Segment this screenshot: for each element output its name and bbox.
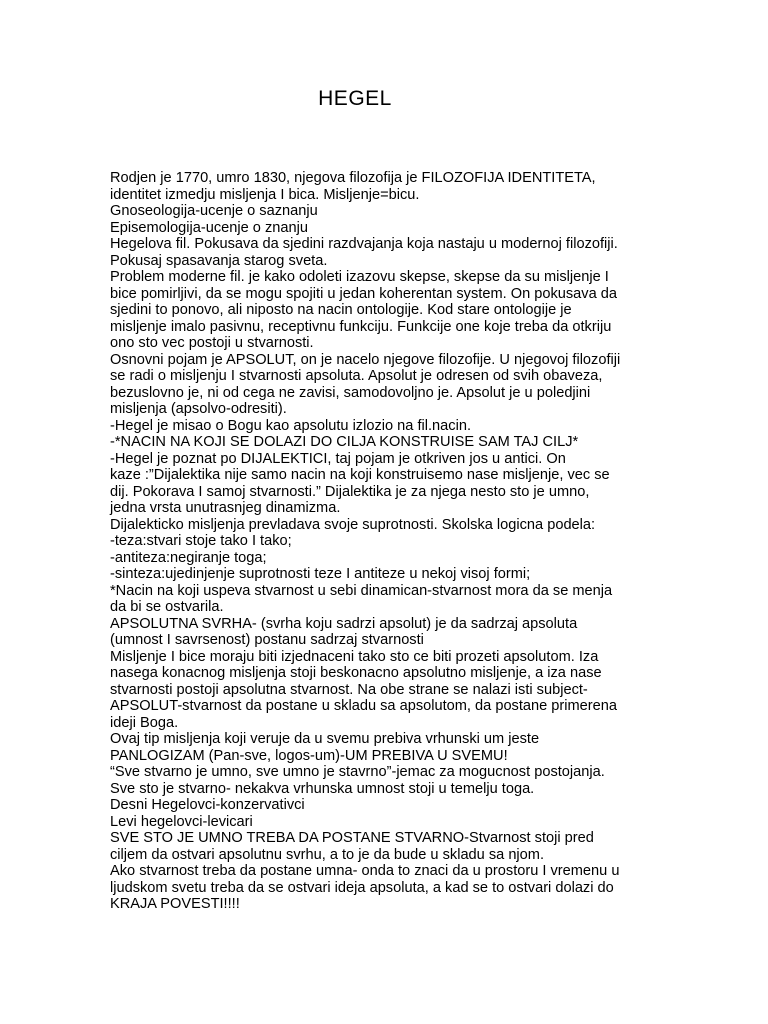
body-text-line: (umnost I savrsenost) postanu sadrzaj stvarnosti — [110, 632, 424, 648]
document-title: HEGEL — [318, 87, 392, 110]
body-text-line: -Hegel je poznat po DIJALEKTICI, taj pojam je otkriven jos u antici. On — [110, 450, 566, 467]
body-text-line: KRAJA POVESTI!!!! — [110, 896, 240, 912]
body-text-line: Rodjen je 1770, umro 1830, njegova filozofija je FILOZOFIJA IDENTITETA, — [110, 170, 596, 186]
body-text-line: da bi se ostvarila. — [110, 599, 224, 615]
body-text-line: -Hegel je misao o Bogu kao apsolutu izlozio na fil.nacin. — [110, 417, 471, 434]
body-text-line: PANLOGIZAM (Pan-sve, logos-um)-UM PREBIVA U SVEMU! — [110, 747, 508, 764]
body-text-line: nasega konacnog misljenja stoji beskonacno apsolutno misljenje, a iza nase — [110, 665, 602, 681]
body-text-line: -sinteza:ujedinjenje suprotnosti teze I antiteze u nekoj visoj formi; — [110, 566, 531, 582]
body-text-line: Misljenje I bice moraju biti izjednaceni tako sto ce biti prozeti apsolutom. Iza — [110, 648, 599, 665]
body-text-line: ono sto vec postoji u stvarnosti. — [110, 335, 314, 351]
body-text-line: bice pomirljivi, da se mogu spojiti u jedan koherentan system. On pokusava da — [110, 285, 617, 302]
body-text-line: Problem moderne fil. je kako odoleti izazovu skepse, skepse da su misljenje I — [110, 269, 609, 285]
body-text-line: se radi o misljenju I stvarnosti apsoluta. Apsolut je odresen od svih obaveza, — [110, 368, 603, 384]
body-text-line: Hegelova fil. Pokusava da sjedini razdvajanja koja nastaju u modernoj filozofiji. — [110, 236, 618, 252]
body-text-line: sjedini to ponovo, ali niposto na nacin ontologije. Kod stare ontologije je — [110, 302, 572, 318]
document-body — [110, 170, 670, 913]
body-text-line: kaze :”Dijalektika nije samo nacin na koji konstruisemo nase misljenje, vec se — [110, 467, 610, 483]
body-text-line: -*NACIN NA KOJI SE DOLAZI DO CILJA KONSTRUISE SAM TAJ CILJ* — [110, 434, 579, 450]
body-text-line: ciljem da ostvari apsolutnu svrhu, a to je da bude u skladu sa njom. — [110, 846, 545, 863]
body-text-line: identitet izmedju misljenja I bica. Misljenje=bicu. — [110, 186, 420, 203]
body-text-line: APSOLUT-stvarnost da postane u skladu sa apsolutom, da postane primerena — [110, 698, 618, 714]
body-text-line: stvarnosti postoji apsolutna stvarnost. Na obe strane se nalazi isti subject- — [110, 681, 588, 698]
body-text-line: “Sve stvarno je umno, sve umno je stavrno”-jemac za mogucnost postojanja. — [110, 764, 605, 780]
body-text-line: Episemologija-ucenje o znanju — [110, 219, 308, 236]
body-text-line: misljenje imalo pasivnu, receptivnu funkciju. Funkcije one koje treba da otkriju — [110, 318, 612, 335]
body-text-line: Desni Hegelovci-konzervativci — [110, 797, 305, 813]
body-text-line: Gnoseologija-ucenje o saznanju — [110, 203, 318, 219]
body-text-line: Levi hegelovci-levicari — [110, 813, 253, 830]
body-text-line: ljudskom svetu treba da se ostvari ideja apsoluta, a kad se to ostvari dolazi do — [110, 879, 614, 896]
body-text-line: Sve sto je stvarno- nekakva vrhunska umnost stoji u temelju toga. — [110, 780, 535, 797]
body-text-line: Ako stvarnost treba da postane umna- onda to znaci da u prostoru I vremenu u — [110, 863, 620, 879]
body-text-line: Dijalekticko misljenja prevladava svoje suprotnosti. Skolska logicna podela: — [110, 516, 596, 533]
body-text-line: dij. Pokorava I samoj stvarnosti.” Dijalektika je za njega nesto sto je umno, — [110, 483, 590, 500]
body-text-line: Pokusaj spasavanja starog sveta. — [110, 252, 328, 269]
body-text-line: *Nacin na koji uspeva stvarnost u sebi dinamican-stvarnost mora da se menja — [110, 582, 613, 599]
body-text-line: APSOLUTNA SVRHA- (svrha koju sadrzi apsolut) je da sadrzaj apsoluta — [110, 615, 578, 632]
body-text-line: Ovaj tip misljenja koji veruje da u svemu prebiva vrhunski um jeste — [110, 731, 540, 747]
body-text-line: ideji Boga. — [110, 714, 179, 731]
body-text-line: jedna vrsta unutrasnjeg dinamizma. — [110, 500, 341, 516]
body-text-line: Osnovni pojam je APSOLUT, on je nacelo njegove filozofije. U njegovoj filozofiji — [110, 351, 621, 368]
body-text-line: SVE STO JE UMNO TREBA DA POSTANE STVARNO-Stvarnost stoji pred — [110, 830, 594, 846]
body-text-line: misljenja (apsolvo-odresiti). — [110, 401, 287, 417]
body-text-line: -teza:stvari stoje tako I tako; — [110, 533, 292, 549]
body-text-line: bezuslovno je, ni od cega ne zavisi, samodovoljno je. Apsolut je u poledjini — [110, 384, 591, 401]
body-text-line: -antiteza:negiranje toga; — [110, 549, 267, 566]
